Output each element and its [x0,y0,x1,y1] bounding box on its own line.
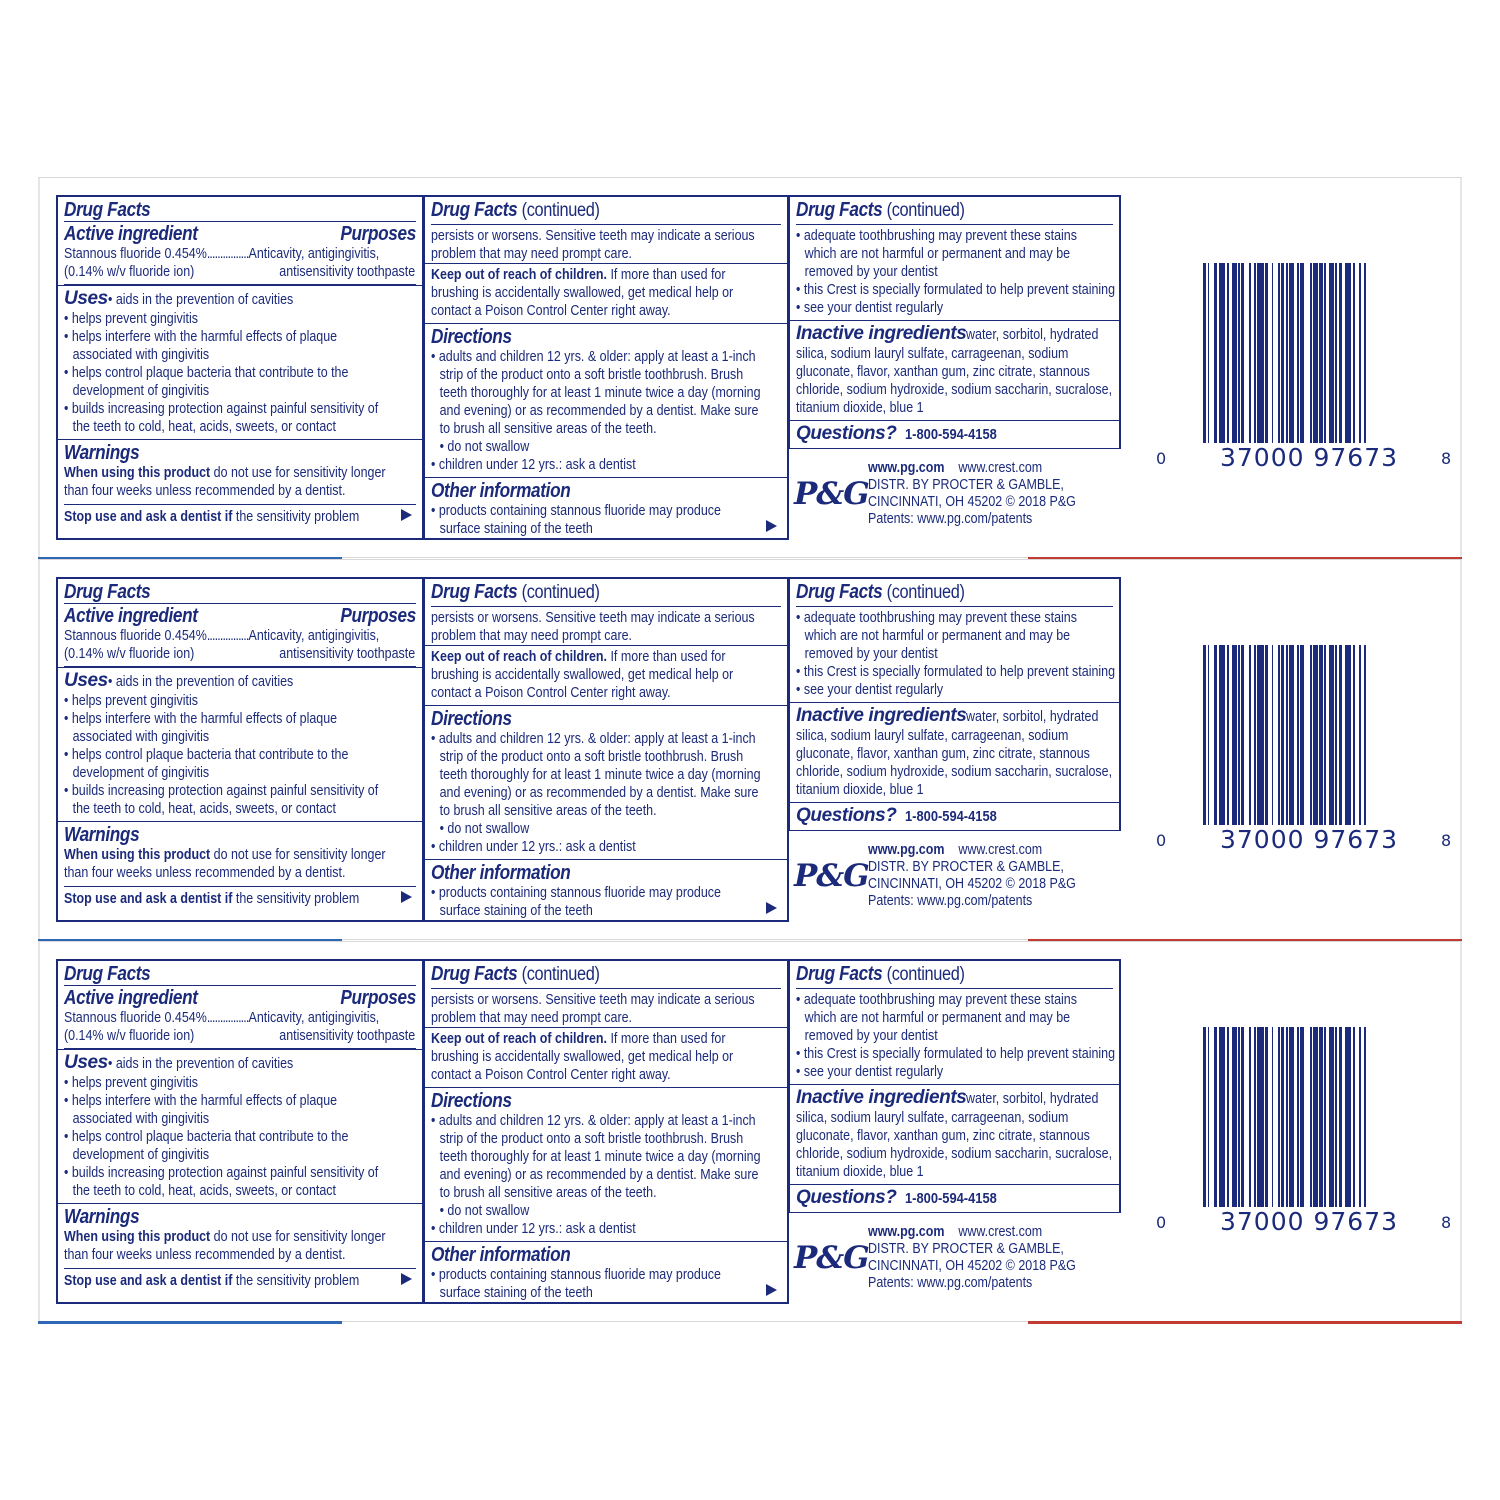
other-info-line-2: surface staining of the teeth [439,1285,593,1301]
purposes-heading: Purposes [340,223,416,245]
other-information-heading: Other information [431,1244,571,1266]
drug-facts-title: Drug Facts [64,199,151,221]
pg-info-block [790,458,1130,543]
other-information-heading: Other information [431,480,571,502]
other-information-heading: Other information [431,862,571,884]
barcode-bars [1203,1027,1423,1207]
continued-label: (continued) [882,964,965,985]
list-item: • builds increasing protection against painful sensitivity of [64,783,379,799]
list-item: and evening) or as recommended by a dentist. Make sure [439,1167,759,1183]
drug-facts-title: Drug Facts [431,963,518,985]
purpose-line-1: Anticavity, antigingivitis, [248,1010,380,1026]
other-info-line-2: surface staining of the teeth [439,521,593,537]
other-info-line-1: • products containing stannous fluoride may produce [431,1267,721,1283]
list-item: • do not swallow [439,821,530,837]
active-ingredient-heading: Active ingredient [64,605,198,627]
leader-dots: ................ [206,246,249,262]
keep-out-text-2: brushing is accidentally swallowed, get medical help or [431,285,734,301]
continued-label: (continued) [517,964,600,985]
barcode-digits: 37000 97673 [1220,1207,1399,1236]
questions-heading: Questions? [796,423,897,444]
list-item: • builds increasing protection against painful sensitivity of [64,401,379,417]
pg-url: www.pg.com [868,842,945,858]
stop-use-label: Stop use and ask a dentist if [64,1273,233,1289]
list-item: • helps control plaque bacteria that contribute to the [64,747,349,763]
distributor-line: DISTR. BY PROCTER & GAMBLE, [868,477,1064,493]
directions-heading: Directions [431,326,512,348]
barcode-bars [1203,263,1423,443]
list-item: • adults and children 12 yrs. & older: apply at least a 1-inch [431,731,756,747]
questions-heading: Questions? [796,1187,897,1208]
toothpaste-box-back-panel [38,559,1462,940]
box-edge-right [1460,560,1462,939]
list-item: gluconate, flavor, xanthan gum, zinc citrate, stannous [796,364,1090,380]
list-item: silica, sodium lauryl sulfate, carrageenan, sodium [796,1110,1069,1126]
list-item: teeth thoroughly for at least 1 minute twice a day (morning [439,1149,761,1165]
directions-list [431,348,781,474]
active-ingredient-name: Stannous fluoride 0.454% [64,1010,207,1026]
list-item: • helps prevent gingivitis [64,693,198,709]
warning-text-2: than four weeks unless recommended by a dentist. [64,865,346,881]
upc-barcode [1156,645,1458,854]
warning-text-1: do not use for sensitivity longer [210,465,386,481]
barcode-digit-left: 0 [1156,1213,1167,1232]
keep-out-text-1: If more than used for [606,1031,726,1047]
city-copyright-line: CINCINNATI, OH 45202 © 2018 P&G [868,1258,1076,1274]
list-item: • helps prevent gingivitis [64,1075,198,1091]
list-item: • helps prevent gingivitis [64,311,198,327]
continue-arrow-icon [766,902,777,914]
uses-list [64,1074,416,1200]
barcode-space [1366,263,1369,443]
list-item: gluconate, flavor, xanthan gum, zinc citrate, stannous [796,746,1090,762]
inactive-ingredients-list [796,727,1113,799]
continue-arrow-icon [401,1273,412,1285]
stop-use-text: the sensitivity problem [232,1273,360,1289]
list-item: • adults and children 12 yrs. & older: apply at least a 1-inch [431,349,756,365]
barcode-digit-right: 8 [1441,831,1452,850]
uses-first-item: • aids in the prevention of cavities [107,292,294,308]
inactive-ingredients-heading: Inactive ingredients [796,323,967,344]
barcode-bars [1203,645,1423,825]
purpose-line-2: antisensitivity toothpaste [279,646,416,662]
warning-text-1: do not use for sensitivity longer [210,847,386,863]
uses-heading: Uses [64,288,108,309]
toothpaste-box-back-panel [38,177,1462,558]
phone-number: 1-800-594-4158 [904,808,997,825]
other-info-line-1: • products containing stannous fluoride may produce [431,503,721,519]
city-copyright-line: CINCINNATI, OH 45202 © 2018 P&G [868,876,1076,892]
drug-facts-panel-3 [788,577,1121,831]
list-item: • children under 12 yrs.: ask a dentist [431,839,636,855]
keep-out-text-1: If more than used for [606,267,726,283]
keep-out-text-1: If more than used for [606,649,726,665]
drug-facts-title: Drug Facts [64,963,151,985]
keep-out-label: Keep out of reach of children. [431,1031,607,1047]
list-item: titanium dioxide, blue 1 [796,400,924,416]
list-item: strip of the product onto a soft bristle toothbrush. Brush [439,749,744,765]
staining-info-list [796,606,1116,699]
when-using-label: When using this product [64,1229,211,1245]
distributor-line: DISTR. BY PROCTER & GAMBLE, [868,1241,1064,1257]
leader-dots: ................ [206,1010,249,1026]
purpose-line-1: Anticavity, antigingivitis, [248,246,380,262]
continued-label: (continued) [517,200,600,221]
crest-url: www.crest.com [958,1224,1043,1240]
continued-label: (continued) [517,582,600,603]
purposes-heading: Purposes [340,987,416,1009]
keep-out-text-3: contact a Poison Control Center right away. [431,303,671,319]
crest-url: www.crest.com [958,460,1043,476]
list-item: chloride, sodium hydroxide, sodium saccharin, sucralose, [796,382,1113,398]
uses-first-item: • aids in the prevention of cavities [107,1056,294,1072]
list-item: development of gingivitis [72,765,210,781]
list-item: • builds increasing protection against painful sensitivity of [64,1165,379,1181]
blue-accent-strip [38,1321,342,1324]
list-item: the teeth to cold, heat, acids, sweets, or contact [72,801,337,817]
list-item: to brush all sensitive areas of the teeth. [439,421,657,437]
warning-cont-1: persists or worsens. Sensitive teeth may indicate a serious [431,610,755,626]
uses-heading: Uses [64,670,108,691]
fluoride-ion: (0.14% w/v fluoride ion) [64,264,195,280]
list-item: chloride, sodium hydroxide, sodium saccharin, sucralose, [796,1146,1113,1162]
pg-logo: P&G [794,476,869,512]
inactive-ingredients-first: water, sorbitol, hydrated [966,327,1099,343]
list-item: • see your dentist regularly [796,1064,944,1080]
drug-facts-title: Drug Facts [64,581,151,603]
pg-logo: P&G [794,858,869,894]
list-item: • adequate toothbrushing may prevent these stains [796,610,1077,626]
keep-out-text-3: contact a Poison Control Center right away. [431,1067,671,1083]
list-item: development of gingivitis [72,383,210,399]
list-item: • this Crest is specially formulated to help prevent staining [796,282,1116,298]
box-edge-left [38,560,40,939]
barcode-space [1366,1027,1369,1207]
pg-url: www.pg.com [868,1224,945,1240]
barcode-digits: 37000 97673 [1220,443,1399,472]
box-edge-right [1460,942,1462,1321]
list-item: chloride, sodium hydroxide, sodium saccharin, sucralose, [796,764,1113,780]
list-item: removed by your dentist [804,646,938,662]
continue-arrow-icon [401,509,412,521]
drug-facts-title: Drug Facts [796,199,883,221]
toothpaste-box-back-panel [38,941,1462,1322]
active-ingredient-heading: Active ingredient [64,987,198,1009]
inactive-ingredients-heading: Inactive ingredients [796,705,967,726]
list-item: titanium dioxide, blue 1 [796,782,924,798]
purpose-line-1: Anticavity, antigingivitis, [248,628,380,644]
patents-line: Patents: www.pg.com/patents [868,1275,1033,1291]
drug-facts-panel-1 [56,959,424,1304]
barcode-digit-right: 8 [1441,449,1452,468]
warning-text-2: than four weeks unless recommended by a dentist. [64,1247,346,1263]
leader-dots: ................ [206,628,249,644]
box-edge-left [38,178,40,557]
list-item: to brush all sensitive areas of the teeth. [439,1185,657,1201]
continued-label: (continued) [882,200,965,221]
warnings-heading: Warnings [64,1206,140,1228]
box-edge-left [38,942,40,1321]
list-item: titanium dioxide, blue 1 [796,1164,924,1180]
warning-cont-1: persists or worsens. Sensitive teeth may indicate a serious [431,228,755,244]
list-item: associated with gingivitis [72,347,210,363]
fluoride-ion: (0.14% w/v fluoride ion) [64,646,195,662]
patents-line: Patents: www.pg.com/patents [868,893,1033,909]
drug-facts-panel-2 [423,577,789,922]
list-item: • adequate toothbrushing may prevent these stains [796,228,1077,244]
list-item: development of gingivitis [72,1147,210,1163]
uses-heading: Uses [64,1052,108,1073]
list-item: • do not swallow [439,439,530,455]
inactive-ingredients-list [796,1109,1113,1181]
upc-barcode [1156,263,1458,472]
list-item: which are not harmful or permanent and may be [804,628,1071,644]
drug-facts-panel-1 [56,195,424,540]
drug-facts-panel-2 [423,959,789,1304]
list-item: teeth thoroughly for at least 1 minute twice a day (morning [439,767,761,783]
upc-barcode [1156,1027,1458,1236]
when-using-label: When using this product [64,465,211,481]
phone-number: 1-800-594-4158 [904,1190,997,1207]
list-item: teeth thoroughly for at least 1 minute twice a day (morning [439,385,761,401]
list-item: • helps interfere with the harmful effects of plaque [64,1093,338,1109]
continue-arrow-icon [401,891,412,903]
purpose-line-2: antisensitivity toothpaste [279,264,416,280]
drug-facts-title: Drug Facts [796,963,883,985]
box-edge-right [1460,178,1462,557]
pg-url: www.pg.com [868,460,945,476]
list-item: which are not harmful or permanent and may be [804,1010,1071,1026]
keep-out-label: Keep out of reach of children. [431,267,607,283]
stop-use-label: Stop use and ask a dentist if [64,891,233,907]
phone-number: 1-800-594-4158 [904,426,997,443]
drug-facts-panel-3 [788,195,1121,449]
list-item: • this Crest is specially formulated to help prevent staining [796,1046,1116,1062]
list-item: which are not harmful or permanent and may be [804,246,1071,262]
inactive-ingredients-heading: Inactive ingredients [796,1087,967,1108]
list-item: • helps control plaque bacteria that contribute to the [64,365,349,381]
barcode-digits: 37000 97673 [1220,825,1399,854]
list-item: • children under 12 yrs.: ask a dentist [431,457,636,473]
warnings-heading: Warnings [64,442,140,464]
directions-heading: Directions [431,708,512,730]
distributor-line: DISTR. BY PROCTER & GAMBLE, [868,859,1064,875]
list-item: and evening) or as recommended by a dentist. Make sure [439,785,759,801]
warning-cont-2: problem that may need prompt care. [431,246,633,262]
list-item: • see your dentist regularly [796,682,944,698]
drug-facts-panel-2 [423,195,789,540]
inactive-ingredients-list [796,345,1113,417]
barcode-digit-right: 8 [1441,1213,1452,1232]
stop-use-label: Stop use and ask a dentist if [64,509,233,525]
continue-arrow-icon [766,520,777,532]
inactive-ingredients-first: water, sorbitol, hydrated [966,1091,1099,1107]
list-item: • helps interfere with the harmful effects of plaque [64,329,338,345]
directions-list [431,730,781,856]
pg-logo: P&G [794,1240,869,1276]
list-item: and evening) or as recommended by a dentist. Make sure [439,403,759,419]
patents-line: Patents: www.pg.com/patents [868,511,1033,527]
continued-label: (continued) [882,582,965,603]
list-item: strip of the product onto a soft bristle toothbrush. Brush [439,367,744,383]
staining-info-list [796,224,1116,317]
keep-out-text-3: contact a Poison Control Center right away. [431,685,671,701]
list-item: • this Crest is specially formulated to help prevent staining [796,664,1116,680]
list-item: the teeth to cold, heat, acids, sweets, or contact [72,1183,337,1199]
list-item: • children under 12 yrs.: ask a dentist [431,1221,636,1237]
stop-use-text: the sensitivity problem [232,509,360,525]
list-item: strip of the product onto a soft bristle toothbrush. Brush [439,1131,744,1147]
list-item: the teeth to cold, heat, acids, sweets, or contact [72,419,337,435]
purposes-heading: Purposes [340,605,416,627]
active-ingredient-heading: Active ingredient [64,223,198,245]
list-item: • adequate toothbrushing may prevent these stains [796,992,1077,1008]
list-item: • helps control plaque bacteria that contribute to the [64,1129,349,1145]
barcode-digit-left: 0 [1156,449,1167,468]
questions-heading: Questions? [796,805,897,826]
when-using-label: When using this product [64,847,211,863]
warning-cont-1: persists or worsens. Sensitive teeth may indicate a serious [431,992,755,1008]
purpose-line-2: antisensitivity toothpaste [279,1028,416,1044]
warning-cont-2: problem that may need prompt care. [431,1010,633,1026]
continue-arrow-icon [766,1284,777,1296]
warning-text-2: than four weeks unless recommended by a dentist. [64,483,346,499]
stop-use-text: the sensitivity problem [232,891,360,907]
drug-facts-panel-3 [788,959,1121,1213]
drug-facts-title: Drug Facts [431,581,518,603]
inactive-ingredients-first: water, sorbitol, hydrated [966,709,1099,725]
other-info-line-2: surface staining of the teeth [439,903,593,919]
keep-out-label: Keep out of reach of children. [431,649,607,665]
crest-url: www.crest.com [958,842,1043,858]
list-item: silica, sodium lauryl sulfate, carrageenan, sodium [796,728,1069,744]
drug-facts-title: Drug Facts [796,581,883,603]
list-item: to brush all sensitive areas of the teeth. [439,803,657,819]
list-item: associated with gingivitis [72,729,210,745]
uses-first-item: • aids in the prevention of cavities [107,674,294,690]
uses-list [64,310,416,436]
list-item: silica, sodium lauryl sulfate, carrageenan, sodium [796,346,1069,362]
list-item: removed by your dentist [804,264,938,280]
barcode-space [1366,645,1369,825]
pg-info-block [790,840,1130,925]
red-accent-strip [1028,1321,1462,1324]
warning-text-1: do not use for sensitivity longer [210,1229,386,1245]
active-ingredient-name: Stannous fluoride 0.454% [64,628,207,644]
pg-info-block [790,1222,1130,1307]
active-ingredient-name: Stannous fluoride 0.454% [64,246,207,262]
uses-list [64,692,416,818]
directions-list [431,1112,781,1238]
drug-facts-panel-1 [56,577,424,922]
list-item: removed by your dentist [804,1028,938,1044]
list-item: associated with gingivitis [72,1111,210,1127]
list-item: gluconate, flavor, xanthan gum, zinc citrate, stannous [796,1128,1090,1144]
warning-cont-2: problem that may need prompt care. [431,628,633,644]
warnings-heading: Warnings [64,824,140,846]
barcode-digit-left: 0 [1156,831,1167,850]
list-item: • helps interfere with the harmful effects of plaque [64,711,338,727]
drug-facts-title: Drug Facts [431,199,518,221]
fluoride-ion: (0.14% w/v fluoride ion) [64,1028,195,1044]
other-info-line-1: • products containing stannous fluoride may produce [431,885,721,901]
keep-out-text-2: brushing is accidentally swallowed, get medical help or [431,1049,734,1065]
list-item: • do not swallow [439,1203,530,1219]
list-item: • adults and children 12 yrs. & older: apply at least a 1-inch [431,1113,756,1129]
staining-info-list [796,988,1116,1081]
keep-out-text-2: brushing is accidentally swallowed, get medical help or [431,667,734,683]
directions-heading: Directions [431,1090,512,1112]
city-copyright-line: CINCINNATI, OH 45202 © 2018 P&G [868,494,1076,510]
list-item: • see your dentist regularly [796,300,944,316]
